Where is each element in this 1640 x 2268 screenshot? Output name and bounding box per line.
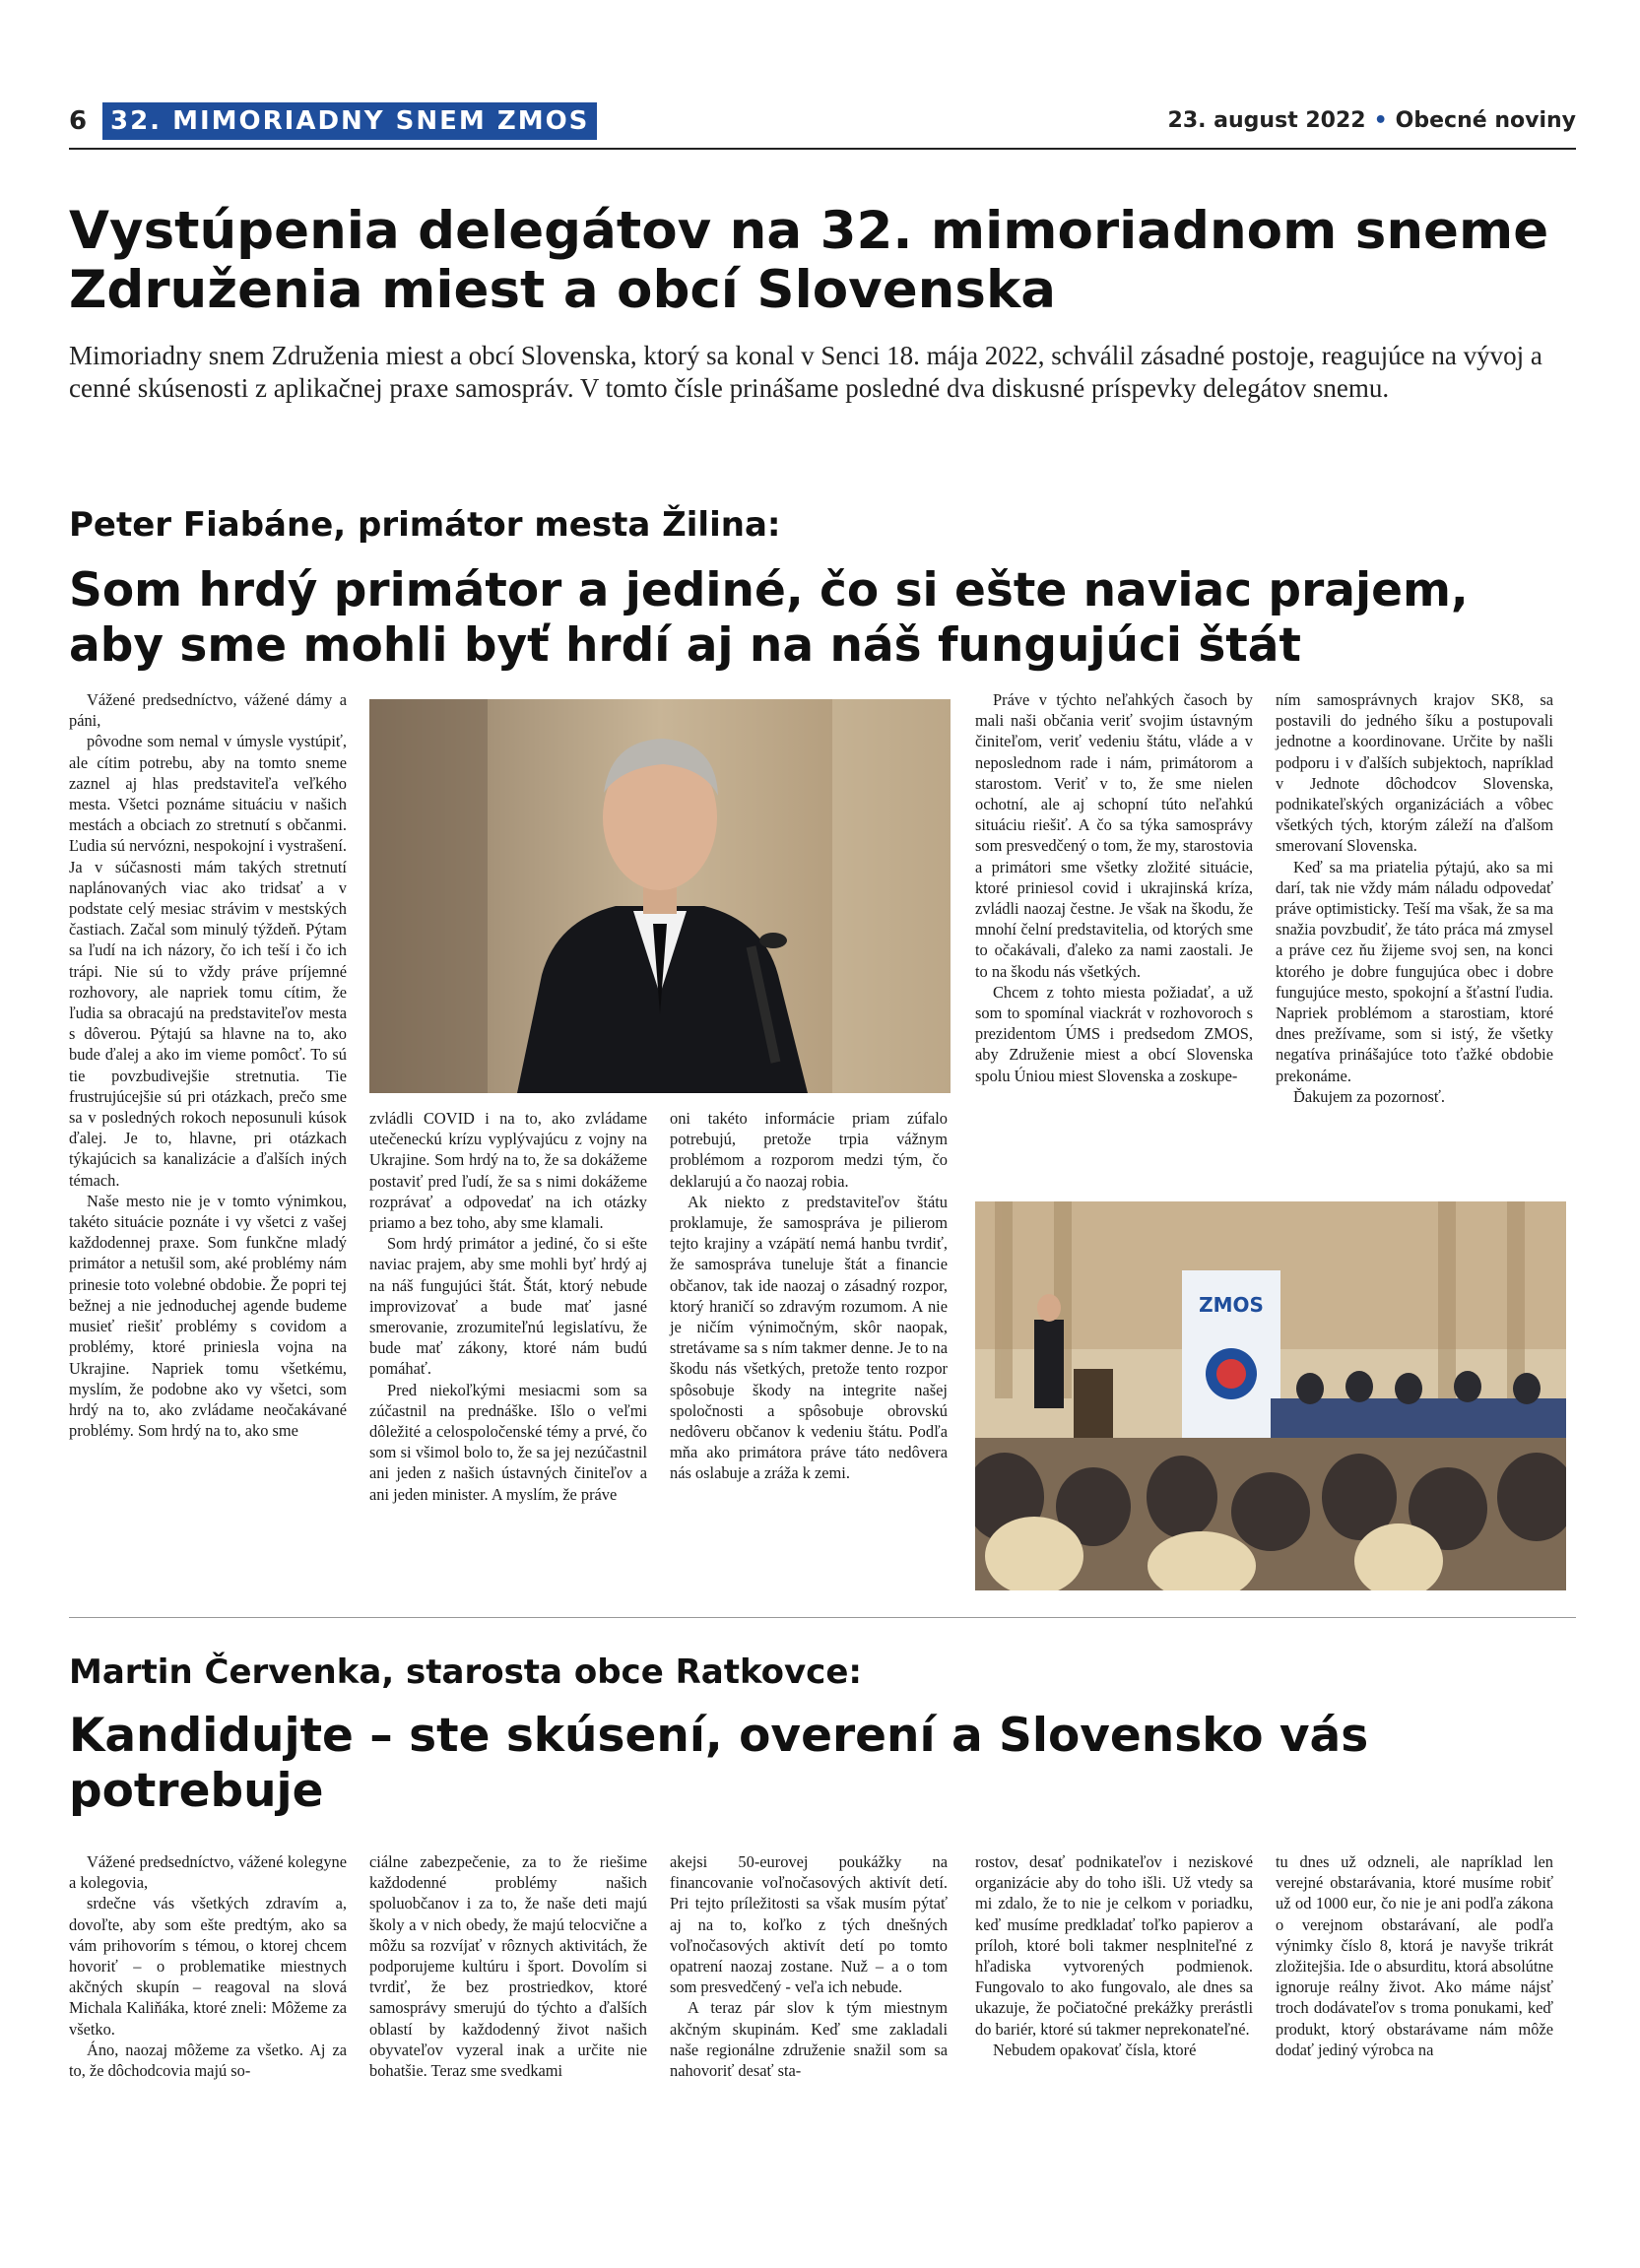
article1-speaker: Peter Fiabáne, primátor mesta Žilina: bbox=[69, 505, 781, 545]
paragraph: tu dnes už odzneli, ale napríklad len verejné obstarávania, ktoré musíme robiť už od 1000 eur, čo nie je ani podľa zákona o verejnom obstarávaní, ale podľa výnimky číslo 8, ktorá je navyše trikrát zložitejšia. Ide o absurditu, ktorá absolútne ignoruje reálny život. Ako máme nájsť troch dodávateľov s troma ponukami, keď produkt, ktorý obstarávame nám môže dodať jediný výrobca na bbox=[1276, 1852, 1553, 2059]
article2-speaker: Martin Červenka, starosta obce Ratkovce: bbox=[69, 1652, 862, 1692]
paragraph: Ak niekto z predstaviteľov štátu proklamuje, že samospráva je pilierom tejto krajiny a vzápätí nemá hanbu tvrdiť, že samospráva tuneluje štát a financie občanov, tak ide naozaj o zásadný rozpor, ktorý hraničí so zdravým rozumom. A nie je ničím výnimočným, skôr naopak, stretávame sa s ním takmer denne. Je to na škodu nás všetkých, pretože tento rozpor spôsobuje škody na integrite našej spoločnosti a spôsobuje obrovskú nedôveru občanov k vedeniu štátu. Podľa mňa ako primátora práve táto nedôvera nás oslabuje a zráža k zemi. bbox=[670, 1192, 948, 1483]
paragraph: akejsi 50-eurovej poukážky na financovanie voľnočasových aktivít detí. Pri tejto príležitosti sa však musím pýtať aj na to, koľko z tých dnešných voľnočasových aktivít detí po tomto opatrení naozaj zostane. Nuž – a o tom som presvedčený - veľa ich nebude. bbox=[670, 1852, 948, 1997]
section-label: 32. MIMORIADNY SNEM ZMOS bbox=[102, 102, 597, 140]
paragraph: Ďakujem za pozornosť. bbox=[1293, 1086, 1446, 1106]
paragraph: Vážené predsedníctvo, vážené dámy a páni, bbox=[69, 690, 347, 731]
article1-column-2 bbox=[369, 1108, 647, 1505]
article2-column-1 bbox=[69, 1851, 347, 2081]
paragraph: Som hrdý primátor a jediné, čo si ešte naviac prajem, aby sme mohli byť hrdý aj na náš fungujúci štát. Štát, ktorý nebude improvizovať a bude mať jasné smerovanie, zrozumiteľnú legislatívu, že bude mať zákony, ktoré nám budú pomáhať. bbox=[369, 1234, 647, 1379]
paragraph: Pred niekoľkými mesiacmi som sa zúčastnil na prednáške. Išlo o veľmi dôležité a celospoločenské témy a prvé, čo som si všimol bolo to, že sa jej nezúčastnil ani jeden z našich ústavných činiteľov a ani jeden minister. A myslím, že práve bbox=[369, 1380, 647, 1504]
main-title: Vystúpenia delegátov na 32. mimoriadnom sneme Združenia miest a obcí Slovenska bbox=[69, 201, 1549, 320]
page-number: 6 bbox=[69, 106, 88, 136]
article1-headline: Som hrdý primátor a jediné, čo si ešte naviac prajem, aby sme mohli byť hrdí aj na náš fungujúci štát bbox=[69, 563, 1469, 673]
header-separator: • bbox=[1373, 108, 1388, 133]
congress-photo bbox=[975, 1201, 1566, 1590]
section-divider bbox=[69, 1617, 1576, 1618]
speaker-photo bbox=[369, 699, 951, 1093]
article1-column-4 bbox=[1276, 689, 1553, 1107]
paragraph: pôvodne som nemal v úmysle vystúpiť, ale cítim potrebu, aby na tomto sneme zaznel aj hlas predstaviteľa veľkého mesta. Všetci poznáme situáciu v našich mestách a obciach zo stretnutí s občanmi. Ľudia sú nervózni, nespokojní i vystrašení. Ja v súčasnosti mám takých stretnutí naplánovaných viac ako tridsať a v podstate celý mesiac strávim v mestských častiach. Začal som minulý týždeň. Pýtam sa ľudí na ich názory, čo ich teší i čo ich trápi. Nie sú to vždy práve príjemné rozhovory, ale napriek tomu cítim, že ľudia sa obracajú na predstaviteľov mesta s dôverou. Pýtajú sa hlavne na to, ako bude ďalej a ako im vieme pomôcť. To sú tie povzbudivejšie stretnutia. Tie frustrujúcejšie sú pri otázkach, prečo sme sa v posledných rokoch neposunuli kúsok ďalej. Je to, hlavne, pri otázkach týkajúcich sa kanalizácie a ďalších iných témach. bbox=[69, 732, 347, 1190]
intro-paragraph: Mimoriadny snem Združenia miest a obcí Slovenska, ktorý sa konal v Senci 18. mája 2022, schválil zásadné postoje, reagujúce na vývoj a cenné skúsenosti z aplikačnej praxe samospráv. V tomto čísle prinášame posledné dva diskusné príspevky delegátov snemu. bbox=[69, 341, 1542, 403]
zmos-banner-text: ZMOS bbox=[1199, 1293, 1264, 1317]
paragraph: zvládli COVID i na to, ako zvládame utečeneckú krízu vyplývajúcu z vojny na Ukrajine. Som hrdý na to, že sa dokážeme postaviť pred ľudí, že sa s nimi dokážeme rozprávať a odpovedať na ich otázky priamo a bez toho, aby sme klamali. bbox=[369, 1109, 647, 1233]
header-dateline bbox=[1168, 108, 1576, 133]
page-header bbox=[69, 102, 1576, 144]
article1-column-3 bbox=[670, 1108, 948, 1484]
paragraph: Áno, naozaj môžeme za všetko. Aj za to, že dôchodcovia majú so- bbox=[69, 2040, 347, 2081]
article2-column-5 bbox=[1276, 1851, 1553, 2060]
article2-column-4 bbox=[975, 1851, 1253, 2060]
paragraph: rostov, desať podnikateľov i neziskové organizácie aby do toho išli. Už vtedy sa mi zdalo, že to nie je celkom v poriadku, keď musíme predkladať toľko papierov a príloh, ktoré boli takmer nesplniteľné z hľadiska vytvorených podmienok. Fungovalo to ako fungovalo, ale dnes sa ukazuje, že počiatočné prekážky prerástli do bariér, ktoré sú takmer neprekonateľné. bbox=[975, 1852, 1253, 2039]
speaker-photo-image bbox=[369, 699, 951, 1093]
paragraph: srdečne vás všetkých zdravím a, dovoľte, aby som ešte predtým, ako sa vám prihovorím s témou, o ktorej chcem hovoriť – o problematike miestnych akčných skupín – reagoval na slová Michala Kaliňáka, ktoré zneli: Môžeme za všetko. bbox=[69, 1894, 347, 2039]
header-rule bbox=[69, 148, 1576, 150]
article2-column-3 bbox=[670, 1851, 948, 2081]
article1-column-3-top bbox=[975, 689, 1253, 1086]
article2-column-2 bbox=[369, 1851, 647, 2081]
publication-name: Obecné noviny bbox=[1395, 108, 1576, 133]
article1-column-1 bbox=[69, 689, 347, 1441]
paragraph: Vážené predsedníctvo, vážené kolegyne a kolegovia, bbox=[69, 1852, 347, 1893]
paragraph: ciálne zabezpečenie, za to že riešime každodenné problémy našich spoluobčanov i za to, že naše deti majú školy a v nich obedy, že majú telocvične a môžu sa rozvíjať v rôznych aktivitách, že podporujeme kultúru i šport. Dovolím si tvrdiť, že bez prostriedkov, ktoré samosprávy smerujú do týchto a ďalších oblastí by každodenný život našich obyvateľov vyzeral inak a určite nie bohatšie. Teraz sme svedkami bbox=[369, 1852, 647, 2081]
paragraph: oni takéto informácie priam zúfalo potrebujú, pretože trpia vážnym problémom a rozporom medzi tým, čo deklarujú a čo naozaj robia. bbox=[670, 1109, 948, 1191]
paragraph: Nebudem opakovať čísla, ktoré bbox=[993, 2040, 1197, 2059]
paragraph: Práve v týchto neľahkých časoch by mali naši občania veriť svojim ústavným činiteľom, veriť vedeniu štátu, vláde a v neposlednom rade i nám, primátorom a starostom. Veriť v to, že sme nielen ochotní, ale aj schopní túto neľahkú situáciu riešiť. A čo sa týka samosprávy som presvedčený o tom, že my, starostovia a primátori sme všetky zložité situácie, ktoré priniesol covid i ukrajinská kríza, zvládli naozaj čestne. Je však na škodu, že mnohí čelní predstavitelia, od ktorých sme to očakávali, ďaleko za nami zaostali. Je to na škodu nás všetkých. bbox=[975, 690, 1253, 981]
paragraph: Naše mesto nie je v tomto výnimkou, takéto situácie poznáte i vy všetci z vašej každodennej praxe. Som funkčne mladý primátor a netušil som, aké problémy nám prinesie toto volebné obdobie. Že popri tej bežnej a nie jednoduchej agende budeme musieť riešiť problémy s covidom a problémy, ktoré priniesla vojna na Ukrajine. Napriek tomu všetkému, myslím, že podobne ako vy všetci, som hrdý na to, ako zvládame neočakávané problémy. Som hrdý na to, ako sme bbox=[69, 1191, 347, 1441]
paragraph: Chcem z tohto miesta požiadať, a už som to spomínal viackrát v rozhovoroch s prezidentom ÚMS i predsedom ZMOS, aby Združenie miest a obcí Slovenska spolu Úniou miest Slovenska a zoskupe- bbox=[975, 982, 1253, 1085]
paragraph: Keď sa ma priatelia pýtajú, ako sa mi darí, tak nie vždy mám náladu odpovedať práve optimisticky. Teší ma však, že sa ma snažia povzbudiť, že táto práca má zmysel a práve cez ňu žijeme svoj sen, na konci ktorého je dobre fungujúca obec i dobre fungujúce mesto, spokojní a šťastní ľudia. Napriek problémom a starostiam, ktoré dnes prežívame, som si istý, že všetky negatíva prinášajúce toto ťažké obdobie prekonáme. bbox=[1276, 857, 1553, 1085]
paragraph: A teraz pár slov k tým miestnym akčným skupinám. Keď sme zakladali naše regionálne združenie snažil som sa nahovoriť desať sta- bbox=[670, 1998, 948, 2081]
paragraph: ním samosprávnych krajov SK8, sa postavili do jedného šíku a postupovali jednotne a koordinovane. Určite by našli podporu i v ďalších subjektoch, napríklad v Jednote dôchodcov Slovenska, podnikateľských organizáciách a vôbec všetkých tých, ktorým záleží na ďalšom smerovaní Slovenska. bbox=[1276, 690, 1553, 856]
congress-photo-image bbox=[975, 1201, 1566, 1590]
issue-date: 23. august 2022 bbox=[1167, 108, 1366, 133]
article2-headline: Kandidujte – ste skúsení, overení a Slovensko vás potrebuje bbox=[69, 1709, 1369, 1818]
